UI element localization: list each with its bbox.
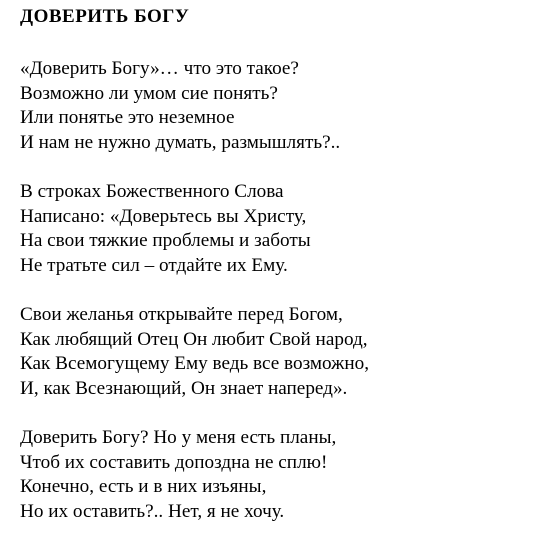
stanza-line: И, как Всезнающий, Он знает наперед». [20, 377, 348, 399]
stanza-line: Но их оставить?.. Нет, я не хочу. [20, 500, 285, 522]
stanza-line: Как Всемогущему Ему ведь все возможно, [20, 353, 370, 374]
stanza-line: «Доверить Богу»… что это такое? [20, 58, 299, 79]
stanza-1 [20, 57, 530, 155]
stanza-2 [20, 180, 530, 278]
stanza-line: Доверить Богу? Но у меня есть планы, [20, 427, 337, 448]
stanza-line: Конечно, есть и в них изъяны, [20, 476, 267, 497]
stanza-line: Свои желанья открывайте перед Богом, [20, 304, 343, 325]
stanza-line: И нам не нужно думать, размышлять?.. [20, 131, 341, 153]
stanza-line: Не тратьте сил – отдайте их Ему. [20, 254, 288, 276]
stanza-line: Или понятье это неземное [20, 107, 235, 128]
stanza-3 [20, 303, 530, 401]
stanza-line: Возможно ли умом сие понять? [20, 82, 278, 104]
stanza-4 [20, 426, 530, 524]
stanza-line: Написано: «Доверьтесь вы Христу, [20, 205, 307, 227]
stanza-line: Чтоб их составить допоздна не сплю! [20, 451, 328, 473]
stanza-line: В строках Божественного Слова [20, 181, 284, 202]
poem-page [20, 6, 530, 524]
stanza-line: Как любящий Отец Он любит Свой народ, [20, 328, 368, 350]
stanza-line: На свои тяжкие проблемы и заботы [20, 230, 311, 251]
poem-title: ДОВЕРИТЬ БОГУ [20, 6, 190, 27]
